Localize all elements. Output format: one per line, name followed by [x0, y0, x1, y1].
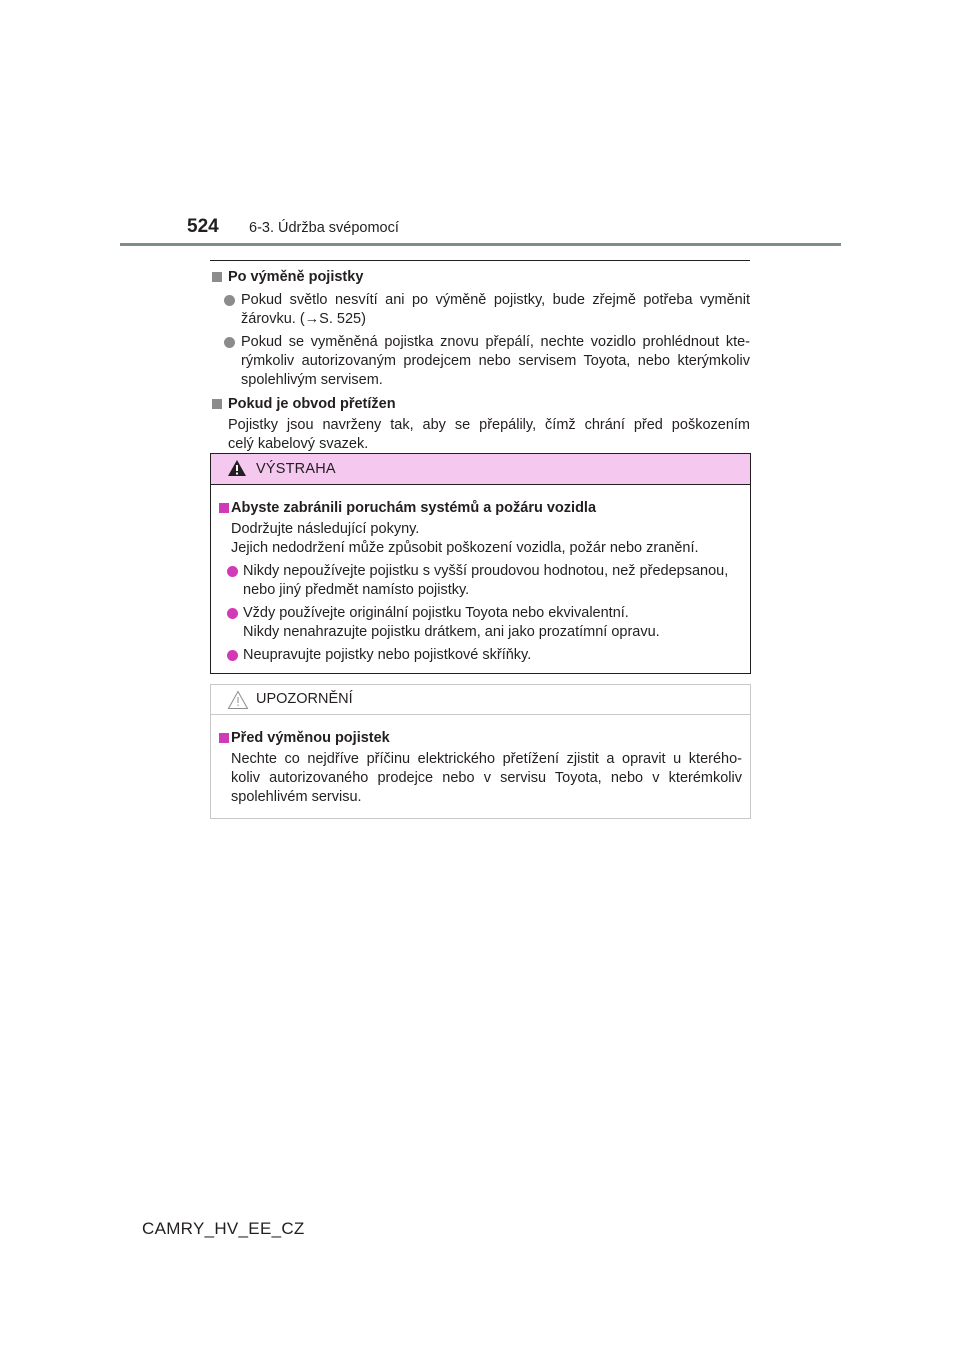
square-bullet-icon	[212, 399, 222, 409]
header-divider	[120, 243, 841, 246]
caution-header	[211, 685, 750, 715]
list-item: Nikdy nepoužívejte pojistku s vyšší proudovou hodnotou, než předepsanou, nebo jiný předmět namísto pojistky.	[219, 562, 742, 600]
square-bullet-icon	[212, 272, 222, 282]
caution-body	[211, 715, 750, 807]
warning-triangle-icon	[227, 459, 247, 477]
warning-body	[211, 485, 750, 665]
round-bullet-icon	[224, 337, 235, 348]
list-item: Pokud světlo nesvítí ani po výměně pojistky, bude zřejmě potřeba vyměnit žárovku. (→S. 525)	[210, 291, 750, 329]
caution-paragraph: Nechte co nejdříve příčinu elektrického přetížení zjistit a opravit u kterého- koliv autorizovaného prodejce nebo v servisu Toyota, nebo v kterémkoliv spolehlivém servisu.	[231, 751, 742, 805]
square-bullet-icon	[219, 503, 229, 513]
section-title: 6-3. Údržba svépomocí	[249, 220, 399, 236]
overload-paragraph: Pojistky jsou navrženy tak, aby se přepálily, čímž chrání před poškozením celý kabelový svazek.	[228, 417, 750, 452]
warning-header	[211, 454, 750, 485]
main-content	[210, 260, 750, 454]
heading-after-replacing: Po výměně pojistky	[210, 268, 750, 287]
warning-title: VÝSTRAHA	[256, 461, 336, 477]
list-item: Vždy používejte originální pojistku Toyota nebo ekvivalentní. Nikdy nenahrazujte pojistku drátkem, ani jako prozatímní opravu.	[219, 604, 742, 642]
list-item: Neupravujte pojistky nebo pojistkové skříňky.	[219, 646, 742, 665]
caution-triangle-icon	[227, 690, 249, 710]
warning-heading: Abyste zabránili poruchám systémů a požáru vozidla	[219, 499, 742, 518]
document-code: CAMRY_HV_EE_CZ	[142, 1219, 305, 1238]
round-bullet-icon	[224, 295, 235, 306]
round-bullet-icon	[227, 650, 238, 661]
caution-box	[210, 684, 751, 819]
square-bullet-icon	[219, 733, 229, 743]
page-reference-link[interactable]: S. 525)	[319, 311, 366, 327]
round-bullet-icon	[227, 608, 238, 619]
heading-overload: Pokud je obvod přetížen	[210, 395, 750, 414]
arrow-right-icon: →	[304, 311, 320, 327]
list-item: Pokud se vyměněná pojistka znovu přepálí, nechte vozidlo prohlédnout kte- rýmkoliv autorizovaným prodejcem nebo servisem Toyota, nebo kterýmkoliv spolehlivým servisem.	[210, 333, 750, 390]
caution-heading: Před výměnou pojistek	[219, 729, 742, 748]
caution-title: UPOZORNĚNÍ	[256, 691, 353, 707]
warning-box	[210, 453, 751, 674]
page-header	[0, 0, 960, 250]
content-top-rule	[210, 260, 750, 261]
warning-intro: Dodržujte následující pokyny. Jejich nedodržení může způsobit poškození vozidla, požár nebo zranění.	[231, 521, 699, 556]
round-bullet-icon	[227, 566, 238, 577]
page-number: 524	[187, 216, 219, 237]
